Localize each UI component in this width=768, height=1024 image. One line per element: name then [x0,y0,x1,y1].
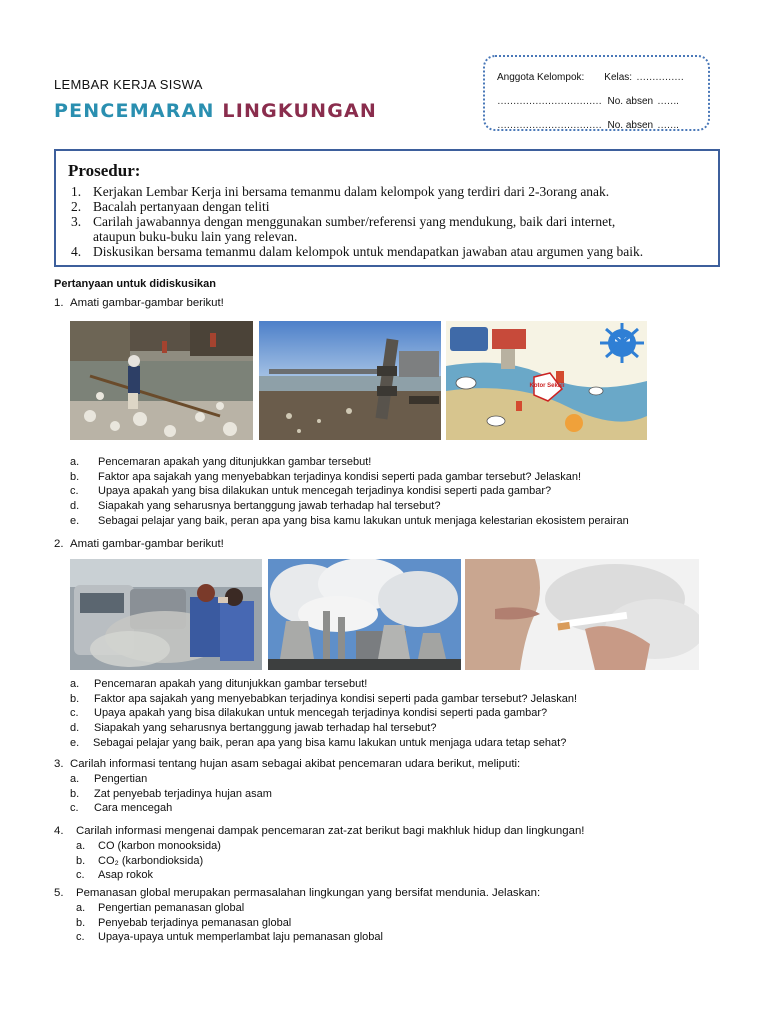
sub-text: Siapakah yang seharusnya bertanggung jawab terhadap hal tersebut? [94,722,437,735]
question-3 [54,758,520,770]
sub-text: Upaya-upaya untuk memperlambat laju pemanasan global [98,931,383,944]
sub-question [76,916,576,931]
procedure-title: Prosedur: [68,161,141,180]
question-4-items [76,839,476,883]
step-text: Bacalah pertanyaan dengan teliti [93,199,270,214]
sub-label: c. [70,485,79,498]
sub-label: a. [70,773,80,785]
sub-question [76,930,576,945]
sub-label: a. [70,678,80,690]
sub-question [76,868,476,883]
sub-text: Siapakah yang seharusnya bertanggung jawab terhadap hal tersebut? [98,500,441,513]
photo-flood-trash [70,321,253,440]
question-5-items [76,901,576,945]
worksheet-label: LEMBAR KERJA SISWA [54,77,203,92]
step-number: 1. [71,184,82,199]
sub-question [70,721,730,736]
group-row-1 [497,65,698,89]
step-number [68,229,93,244]
sub-text: Sebagai pelajar yang baik, peran apa yang bisa kamu lakukan untuk menjaga udara tetap sehat? [93,736,567,749]
sub-question [70,470,730,485]
question-text: Pemanasan global merupakan permasalahan lingkungan yang bersifat mendunia. Jelaskan: [76,887,541,899]
sub-text: Faktor apa sajakah yang menyebabkan terjadinya kondisi seperti pada gambar tersebut? Jelaskan! [94,692,578,705]
step-number: 4. [71,244,82,259]
question-3-items [70,772,470,816]
cartoon-polluted-river [446,321,647,440]
group-row-3 [497,113,698,137]
sub-label: b. [70,692,80,705]
question-2 [54,538,224,550]
member-name-field-2[interactable]: …………………………… [497,119,602,131]
sub-question [70,787,470,802]
procedure-box [54,149,720,267]
sub-label: c. [76,869,85,882]
group-info-box [483,55,710,131]
procedure-step [68,244,708,259]
step-text: ataupun buku-buku lain yang relevan. [93,229,298,244]
sub-text: Penyebab terjadinya pemanasan global [98,916,292,929]
discussion-heading: Pertanyaan untuk didiskusikan [54,278,216,290]
question-text: Amati gambar-gambar berikut! [70,297,224,309]
sub-text: Faktor apa sajakah yang menyebabkan terjadinya kondisi seperti pada gambar tersebut? Jelaskan! [98,470,582,483]
sub-text: CO (karbon monooksida) [98,840,221,852]
kelas-label: Kelas: [604,71,633,83]
sub-question [70,514,730,529]
procedure-step [68,214,708,229]
procedure-step-continued [68,229,708,244]
member-name-field-1[interactable]: …………………………… [497,95,602,107]
sub-question [70,484,730,499]
sub-label: c. [70,707,79,720]
sub-question [70,706,730,721]
worksheet-title [54,100,377,122]
absen-label-2: No. absen [607,119,654,131]
group-row-2 [497,89,698,113]
sub-label: b. [76,916,86,929]
question-4 [54,825,584,837]
absen-label-1: No. absen [607,95,654,107]
sub-question [70,692,730,707]
sub-text: Pencemaran apakah yang ditunjukkan gambar tersebut! [94,678,368,690]
procedure-step [68,199,708,214]
sub-question [76,854,476,869]
sub-question [76,839,476,854]
absen-field-1[interactable]: ……. [657,95,679,107]
sub-label: e. [70,514,80,527]
sub-text: Asap rokok [98,869,154,882]
sub-label: a. [70,456,80,468]
photo-polluted-shore [259,321,441,440]
question-number: 5. [54,887,64,899]
sub-question [70,736,730,751]
step-text: Kerjakan Lembar Kerja ini bersama temanmu dalam kelompok yang terdiri dari 2-3orang anak. [93,184,610,199]
question-5 [54,887,540,899]
question-2-items [70,677,730,751]
title-part-2: LINGKUNGAN [222,100,377,122]
sub-question [70,801,470,816]
step-number: 2. [71,199,82,214]
sub-text: Cara mencegah [94,802,173,815]
sub-text: CO₂ (karbondioksida) [98,854,204,867]
step-text: Carilah jawabannya dengan menggunakan sumber/referensi yang mendukung, baik dari internet, [93,214,616,229]
procedure-list [68,184,708,259]
sub-text: Pengertian pemanasan global [98,902,245,914]
photo-factory-emissions [268,559,461,670]
sub-text: Zat penyebab terjadinya hujan asam [94,787,272,800]
anggota-label: Anggota Kelompok: [497,71,585,83]
photo-traffic-smoke [70,559,262,670]
sub-label: a. [76,902,86,914]
sub-label: b. [70,787,80,800]
sub-label: b. [76,854,86,867]
sub-question [70,677,730,692]
cartoon-sign-text: Kotor Sekali [529,383,565,389]
question-number: 1. [54,297,64,309]
sub-question [70,455,730,470]
sub-text: Upaya apakah yang bisa dilakukan untuk mencegah terjadinya kondisi seperti pada gambar? [98,485,552,498]
photo-cigarette-smoking [465,559,699,670]
kelas-field[interactable]: …………… [636,71,684,83]
question-number: 2. [54,538,64,550]
question-1-items [70,455,730,529]
question-text: Carilah informasi tentang hujan asam sebagai akibat pencemaran udara berikut, meliputi: [70,758,521,770]
sub-label: a. [76,840,86,852]
sub-question [70,499,730,514]
step-text: Diskusikan bersama temanmu dalam kelompok untuk mendapatkan jawaban atau argumen yang baik. [93,244,644,259]
sub-label: d. [70,722,80,735]
sub-text: Upaya apakah yang bisa dilakukan untuk mencegah terjadinya kondisi seperti pada gambar? [94,707,548,720]
sub-label: d. [70,500,80,513]
sub-text: Sebagai pelajar yang baik, peran apa yang bisa kamu lakukan untuk menjaga kelestarian ekosistem perairan [98,514,629,527]
sub-text: Pengertian [94,773,148,785]
sub-text: Pencemaran apakah yang ditunjukkan gambar tersebut! [98,456,372,468]
sub-label: c. [76,931,85,944]
sub-label: e. [70,736,80,749]
title-part-1: PENCEMARAN [54,100,215,122]
question-number: 3. [54,758,64,770]
sub-label: c. [70,802,79,815]
step-number: 3. [71,214,82,229]
question-1 [54,297,224,309]
question-text: Amati gambar-gambar berikut! [70,538,224,550]
procedure-step [68,184,708,199]
sub-label: b. [70,470,80,483]
question-text: Carilah informasi mengenai dampak pencemaran zat-zat berikut bagi makhluk hidup dan lingkungan! [76,825,585,837]
question-number: 4. [54,825,64,837]
sub-question [70,772,470,787]
sub-question [76,901,576,916]
absen-field-2[interactable]: ……. [657,119,679,131]
